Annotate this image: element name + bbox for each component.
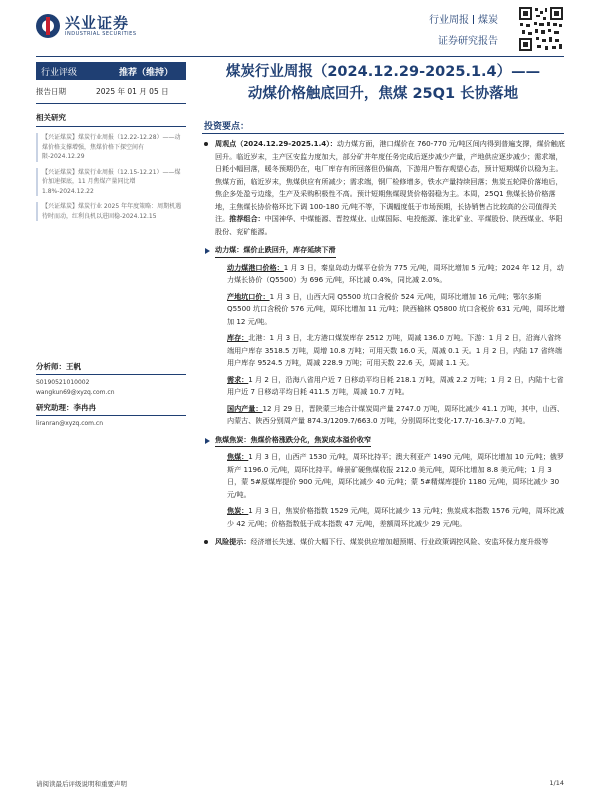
logo-name-en: INDUSTRIAL SECURITIES: [65, 31, 137, 37]
risk-text: 经济增长失速、煤价大幅下行、煤炭供应增加超预期、行业政策调控风险、安监环保力度升级等: [250, 537, 549, 546]
coke-price: 焦炭：1 月 3 日，焦炭价格指数 1529 元/吨，周环比减少 13 元/吨；焦炭成本指数 1576 元/吨，周环比减少 42 元/吨；价格指数低于成本指数 47 元/吨，差额周环比减少 29 元/吨。: [227, 506, 564, 528]
thermal-pit-price: 产地坑口价：1 月 3 日，山西大同 Q5500 坑口含税价 524 元/吨，周环比增加 16 元/吨；鄂尔多斯 Q5500 坑口含税价 576 元/吨，周环比增加 11 元/吨；陕西榆林 Q5800 坑口含税价 631 元/吨，周环比增加 12 元/吨。: [227, 291, 565, 326]
weekly-view-text: 动力煤方面，港口煤价在 760-770 元/吨区间内得到普遍支撑，煤价触底回升。临近岁末，主产区安监力度加大，部分矿井年度任务完成后逐步减少产量，产地供应逐步减少；需求端，日耗小幅回落，暖冬预期仍在，电厂库存有所回落但仍偏高，下游用户暂存观望心态，预计短期煤价以稳为主。焦煤方面，临近岁末，焦煤供应有所减少；需求端，钢厂检修增多，铁水产量持续回落；焦炭五轮降价落地后，焦企多处盈亏边缘，生产及采购积极性不高。预计短期焦煤现货价格弱稳为主。本周，25Q1 焦煤长协价格落地，主焦煤长协价格环比下调 100-180 元/吨不等，下调幅度低于市场预期，长协销售占比较高的公司值得关注。: [215, 139, 565, 223]
triangle-bullet-icon: [205, 248, 210, 254]
thermal-port-price: 动力煤港口价格：1 月 3 日，秦皇岛动力煤平仓价为 775 元/吨，周环比增加 5 元/吨；2024 年 12 月，动力煤长协价（Q5500）为 696 元/吨，环比减 0.4%，同比减 2.0%。: [227, 262, 564, 284]
separator: [473, 15, 474, 24]
report-date: [36, 86, 186, 97]
coking-coal-heading: 焦煤焦炭：焦煤价格涨跌分化，焦炭成本溢价收窄: [204, 434, 566, 448]
assistant-name: 研究助理：李冉冉: [36, 403, 96, 412]
risk-warning: [204, 536, 566, 549]
sidebar: [36, 62, 186, 427]
recommend-text: 中国神华、中煤能源、晋控煤业、山煤国际、电投能源、淮北矿业、平煤股份、陕西煤业、华阳股份、兖矿能源。: [215, 214, 563, 236]
report-title: [202, 62, 564, 104]
para-label: 需求：: [227, 374, 249, 384]
weekly-view: [204, 138, 566, 238]
recommend-label: 推荐组合：: [229, 214, 265, 223]
triangle-bullet-icon: [205, 438, 210, 444]
thermal-stock: 库存：北港：1 月 3 日，北方港口煤炭库存 2512 万吨，周减 136.0 万吨。下游：1 月 2 日，沿海八省终端用户库存 3518.5 万吨，周增 10.8 万吨；可用天数 16.0 天，周减 0.1 天。1 月 2 日，内陆 17 省终端用户库存 9524.5 万吨，周减 228.9 万吨；可用天数 22.6 天，周减 1.1 天。: [227, 333, 562, 367]
related-research-item[interactable]: 【兴证煤炭】煤炭行业周报（12.15-12.21）——煤价加速探底，11 月焦煤产量同比增 1.8%-2024.12.22: [36, 168, 186, 197]
report-subtitle: 证券研究报告: [438, 36, 498, 47]
analyst-block: [36, 361, 186, 427]
company-logo: [36, 14, 137, 38]
divider: [36, 415, 186, 416]
para-label: 产地坑口价：: [227, 291, 270, 301]
divider: [202, 133, 564, 134]
thermal-output: 国内产量：12 月 29 日，晋陕蒙三地合计煤炭周产量 2747.0 万吨，周环比减少 41.1 万吨，其中，山西、内蒙古、陕西分别周产量 874.3/1209.7/663.0 万吨，分别周环比变化-17.7/-16.3/-7.0 万吨。: [227, 403, 564, 425]
qr-code-icon: [518, 6, 564, 52]
title-line-2: 动煤价格触底回升，焦煤 25Q1 长协落地: [247, 86, 519, 102]
page-number: 1/14: [549, 779, 564, 787]
logo-name-cn: 兴业证券: [65, 14, 130, 32]
bullet-icon: [204, 142, 208, 146]
header-rule: [36, 56, 564, 57]
key-points-title: 投资要点：: [204, 122, 250, 132]
disclaimer-link[interactable]: 请阅读最后评级说明和重要声明: [36, 780, 127, 788]
title-line-1: 煤炭行业周报（2024.12.29-2025.1.4）——: [225, 64, 541, 80]
rating-label: 行业评级: [41, 67, 78, 78]
related-research-item[interactable]: 【兴证煤炭】煤炭行业 2025 年年度策略：周期机遇待时而动，红利良机以进固稳-2024.12.15: [36, 202, 186, 221]
related-research-item[interactable]: 【兴证煤炭】煤炭行业周报（12.22-12.28）——动煤价格支撑增强，焦煤价格下探空间有限-2024.12.29: [36, 133, 186, 162]
thermal-coal-heading: 动力煤：煤价止跌回升，库存延续下滑: [204, 244, 566, 258]
report-category: [418, 14, 498, 47]
divider: [36, 126, 186, 127]
coking-coal-price: 焦煤：1 月 3 日，山西产 1530 元/吨，周环比持平；澳大利亚产 1490 元/吨，周环比增加 10 元/吨；俄罗斯产 1196.0 元/吨，周环比持平。峰景矿硬焦煤收报 212.0 美元/吨，周环比增加 8.8 美元/吨；1 月 3 日，蒙 5#原煤库提价 900 元/吨，周环比减少 40 元/吨；蒙 5#精煤库提价 1180 元/吨，周环比减少 30 元/吨。: [227, 452, 564, 499]
bullet-icon: [204, 540, 208, 544]
divider: [36, 103, 186, 104]
related-research-title: 相关研究: [36, 113, 66, 122]
analyst-email[interactable]: wangkun69@xyzq.com.cn: [36, 389, 115, 396]
assistant-email[interactable]: liranran@xyzq.com.cn: [36, 420, 104, 427]
rating-bar: [36, 62, 186, 80]
para-label: 库存：: [227, 333, 249, 342]
report-type: 行业周报: [429, 15, 469, 26]
date-value: 2025 年 01 月 05 日: [96, 87, 169, 96]
para-label: 焦炭：: [227, 506, 249, 515]
analyst-name: 分析师：王帆: [36, 362, 81, 371]
page-header: [0, 0, 600, 60]
divider: [36, 374, 186, 375]
weekly-view-label: 周观点（2024.12.29-2025.1.4）：: [215, 139, 337, 148]
para-label: 动力煤港口价格：: [227, 262, 284, 272]
report-sector: 煤炭: [478, 15, 498, 26]
logo-icon: [36, 14, 60, 38]
para-label: 焦煤：: [227, 452, 249, 461]
rating-value: 推荐（维持）: [118, 67, 173, 78]
thermal-demand: 需求：1 月 2 日，沿海八省用户近 7 日移动平均日耗 218.1 万吨，周减 2.2 万吨；1 月 2 日，内陆十七省用户近 7 日移动平均日耗 411.5 万吨，周减 10.7 万吨。: [227, 374, 564, 396]
analyst-cert: S0190521010002: [36, 379, 90, 386]
para-label: 国内产量：: [227, 403, 263, 413]
risk-label: 风险提示：: [215, 537, 251, 546]
date-label: 报告日期: [36, 87, 66, 96]
main-content: [204, 138, 566, 549]
